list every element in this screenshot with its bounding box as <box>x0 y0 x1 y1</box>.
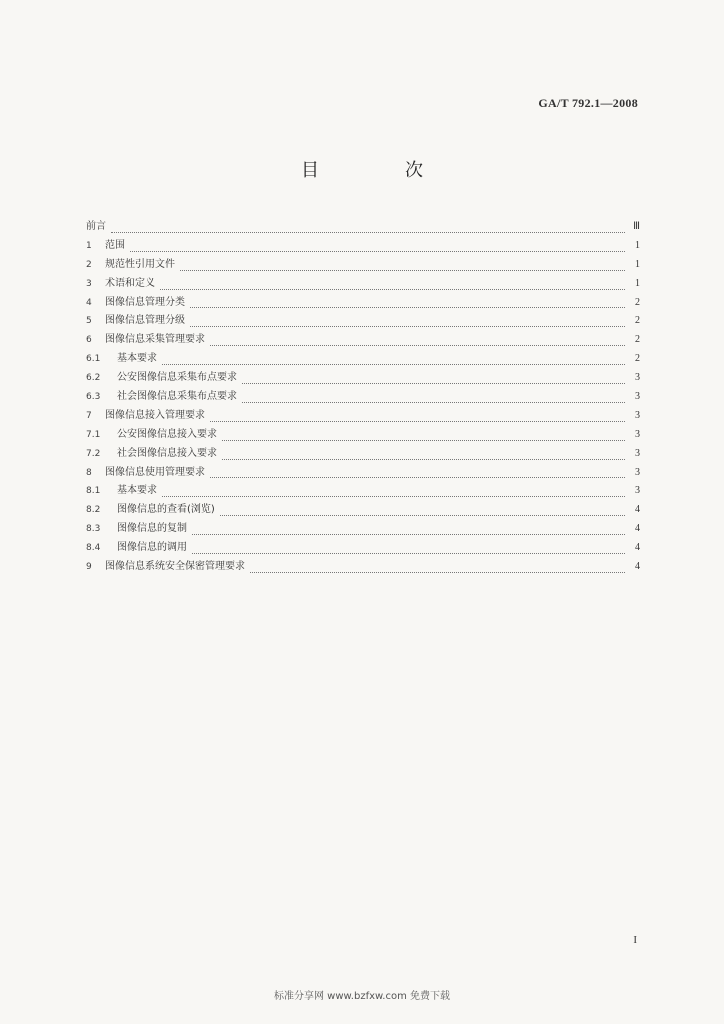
toc-entry-page: 3 <box>635 409 640 421</box>
toc-entry <box>86 311 640 330</box>
toc-entry-title: 前言 <box>86 221 106 232</box>
toc-entry <box>86 557 640 576</box>
toc-entry-page: 1 <box>635 277 640 289</box>
toc-entry-number: 9 <box>86 562 92 573</box>
toc-entry-number: 7.2 <box>86 448 101 459</box>
toc-entry <box>86 349 640 368</box>
toc-entry-page: 4 <box>635 504 640 516</box>
toc-dot-leader <box>130 250 625 252</box>
toc-entry-title: 公安图像信息采集布点要求 <box>117 372 237 384</box>
toc-dot-leader <box>190 325 625 327</box>
toc-entry-number: 1 <box>86 240 92 251</box>
table-of-contents <box>86 217 640 576</box>
toc-entry <box>86 519 640 538</box>
toc-dot-leader <box>162 363 625 365</box>
toc-entry-number: 6.1 <box>86 354 101 365</box>
page-title: 目 次 <box>301 160 457 181</box>
toc-entry-page: 2 <box>635 353 640 365</box>
toc-dot-leader <box>162 495 625 497</box>
toc-entry-number: 7 <box>86 410 92 421</box>
toc-entry-number: 7.1 <box>86 429 101 440</box>
toc-dot-leader <box>111 231 625 233</box>
page-number: I <box>633 934 637 946</box>
toc-entry-page: 4 <box>635 561 640 573</box>
toc-entry-page: Ⅲ <box>633 221 640 232</box>
toc-entry <box>86 481 640 500</box>
toc-dot-leader <box>180 269 625 271</box>
toc-entry-title: 图像信息使用管理要求 <box>105 466 205 478</box>
toc-entry-title: 社会图像信息接入要求 <box>117 447 217 459</box>
toc-entry-number: 8 <box>86 467 92 478</box>
toc-dot-leader <box>190 306 625 308</box>
standard-code: GA/T 792.1—2008 <box>538 96 638 110</box>
toc-dot-leader <box>242 382 625 384</box>
toc-entry-number: 5 <box>86 316 92 327</box>
toc-entry <box>86 500 640 519</box>
toc-entry-number: 2 <box>86 259 92 270</box>
toc-entry-title: 图像信息管理分级 <box>105 315 185 327</box>
toc-entry <box>86 425 640 444</box>
toc-entry-title: 基本要求 <box>117 353 157 365</box>
toc-entry-page: 3 <box>635 372 640 384</box>
toc-entry-title: 图像信息的调用 <box>117 542 187 554</box>
toc-entry-page: 3 <box>635 466 640 478</box>
toc-entry <box>86 293 640 312</box>
toc-dot-leader <box>250 571 625 573</box>
toc-entry-title: 图像信息的查看(浏览) <box>117 504 215 516</box>
toc-entry <box>86 538 640 557</box>
toc-entry-number: 6 <box>86 335 92 346</box>
toc-dot-leader <box>192 533 625 535</box>
toc-entry-title: 规范性引用文件 <box>105 258 175 270</box>
toc-dot-leader <box>210 476 625 478</box>
toc-entry-number: 8.3 <box>86 524 101 535</box>
toc-entry-title: 图像信息接入管理要求 <box>105 409 205 421</box>
toc-entry <box>86 387 640 406</box>
toc-entry-title: 社会图像信息采集布点要求 <box>117 391 237 403</box>
toc-entry <box>86 406 640 425</box>
toc-dot-leader <box>222 439 625 441</box>
toc-dot-leader <box>210 344 625 346</box>
toc-entry-page: 3 <box>635 391 640 403</box>
toc-entry-title: 公安图像信息接入要求 <box>117 428 217 440</box>
toc-entry <box>86 330 640 349</box>
toc-entry <box>86 368 640 387</box>
toc-dot-leader <box>192 552 625 554</box>
toc-entry-page: 2 <box>635 334 640 346</box>
toc-entry-page: 4 <box>635 523 640 535</box>
toc-dot-leader <box>222 458 625 460</box>
toc-entry-number: 8.1 <box>86 486 101 497</box>
toc-dot-leader <box>220 514 625 516</box>
toc-entry <box>86 236 640 255</box>
toc-entry-number: 3 <box>86 278 92 289</box>
toc-entry <box>86 274 640 293</box>
toc-entry-title: 基本要求 <box>117 485 157 497</box>
toc-entry <box>86 217 640 236</box>
toc-entry <box>86 444 640 463</box>
toc-entry-page: 1 <box>635 258 640 270</box>
toc-entry <box>86 255 640 274</box>
toc-entry-title: 术语和定义 <box>105 277 155 289</box>
toc-entry-number: 4 <box>86 297 92 308</box>
toc-entry <box>86 463 640 482</box>
toc-entry-page: 2 <box>635 296 640 308</box>
toc-entry-page: 4 <box>635 542 640 554</box>
toc-entry-page: 3 <box>635 447 640 459</box>
toc-entry-title: 范围 <box>105 239 125 251</box>
toc-entry-number: 8.4 <box>86 543 101 554</box>
toc-entry-title: 图像信息采集管理要求 <box>105 334 205 346</box>
toc-dot-leader <box>160 288 625 290</box>
toc-entry-number: 6.3 <box>86 392 101 403</box>
toc-entry-title: 图像信息管理分类 <box>105 296 185 308</box>
toc-entry-page: 2 <box>635 315 640 327</box>
toc-dot-leader <box>210 420 625 422</box>
toc-entry-title: 图像信息系统安全保密管理要求 <box>105 561 245 573</box>
toc-entry-number: 8.2 <box>86 505 101 516</box>
toc-dot-leader <box>242 401 625 403</box>
toc-entry-page: 3 <box>635 428 640 440</box>
toc-entry-page: 3 <box>635 485 640 497</box>
toc-entry-number: 6.2 <box>86 373 101 384</box>
toc-entry-title: 图像信息的复制 <box>117 523 187 535</box>
watermark-text: 标准分享网 www.bzfxw.com 免费下载 <box>274 991 450 1002</box>
toc-entry-page: 1 <box>635 239 640 251</box>
